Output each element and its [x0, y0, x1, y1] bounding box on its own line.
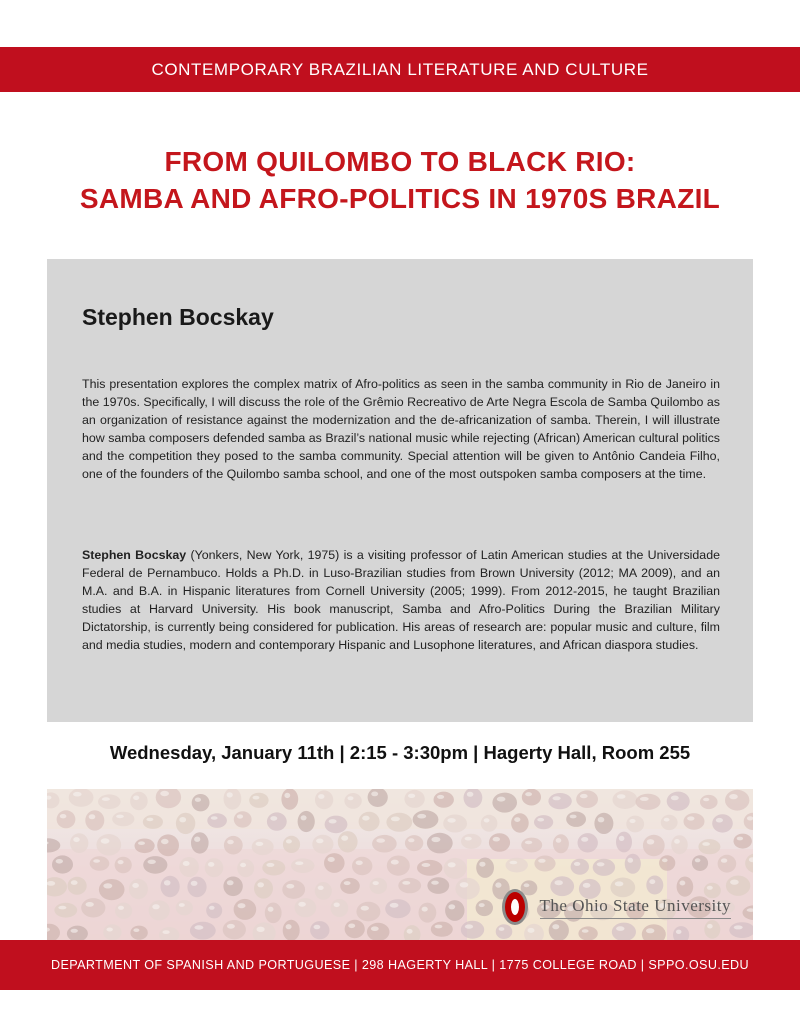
osu-wordmark: The Ohio State University [540, 896, 731, 919]
event-title [0, 143, 800, 217]
bio-text: (Yonkers, New York, 1975) is a visiting professor of Latin American studies at the Universidade Federal de Pernambuco. Holds a Ph.D. in Luso-Brazilian studies from Brown University (2012; MA 2009), and an M.A. and B.A. in Hispanic literatures from Cornell University (2005; 1999). From 2012-2015, he taught Brazilian studies at Harvard University. His book manuscript, Samba and Afro-Politics During the Brazilian Military Dictatorship, is currently being considered for publication. His areas of research are: popular music and culture, film and media studies, modern and contemporary Hispanic and Lusophone literatures, and African diaspora studies. [82, 548, 720, 653]
block-o-logo-icon [502, 889, 528, 925]
event-details: Wednesday, January 11th | 2:15 - 3:30pm | Hagerty Hall, Room 255 [109, 742, 691, 763]
bio-paragraph [82, 546, 720, 655]
event-title-line-2: SAMBA AND AFRO-POLITICS IN 1970S BRAZIL [79, 183, 721, 214]
osu-logo [502, 889, 731, 925]
footer-banner [0, 940, 800, 990]
speaker-name: Stephen Bocskay [82, 304, 274, 330]
description-panel [47, 259, 753, 722]
bio-name: Stephen Bocskay [82, 548, 187, 562]
event-title-line-1: FROM QUILOMBO TO BLACK RIO: [164, 146, 636, 177]
footer-contact: DEPARTMENT OF SPANISH AND PORTUGUESE | 298 HAGERTY HALL | 1775 COLLEGE ROAD | SPPO.OSU.EDU [50, 958, 750, 972]
decorative-photo [47, 789, 753, 940]
abstract-paragraph: This presentation explores the complex matrix of Afro-politics as seen in the samba community in Rio de Janeiro in the 1970s. Specifically, I will discuss the role of the Grêmio Recreativo de Arte Negra Escola de Samba Quilombo as an organization of resistance against the modernization and the de-africanization of samba. Therein, I will illustrate how samba composers defended samba as Brazil’s national music while rejecting (African) American cultural politics and the competition they posed to the samba community. Special attention will be given to Antônio Candeia Filho, one of the founders of the Quilombo samba school, and one of the most outspoken samba composers at the time. [82, 377, 720, 482]
series-title: CONTEMPORARY BRAZILIAN LITERATURE AND CULTURE [151, 59, 649, 79]
series-banner [0, 47, 800, 92]
